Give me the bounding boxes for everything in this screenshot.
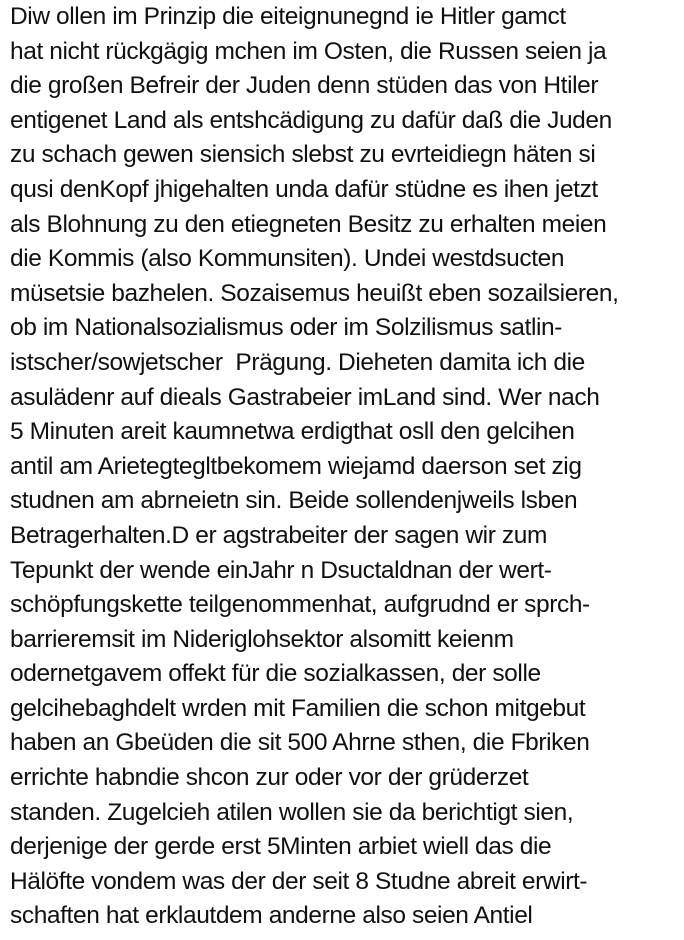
text-line-3: die großen Befreir der Juden denn stüden das von Htiler: [10, 72, 599, 100]
text-line-22: haben an Gbeüden die sit 500 Ahrne sthen, die Fbriken: [10, 729, 590, 757]
text-line-21: gelcihebaghdelt wrden mit Familien die schon mitgebut: [10, 694, 586, 722]
body-text: [10, 0, 682, 934]
text-line-8: die Kommis (also Kommunsiten). Undei westdsucten: [10, 245, 565, 273]
text-line-7: als Blohnung zu den etiegneten Besitz zu erhalten meien: [10, 210, 607, 238]
text-line-6: qusi denKopf jhigehalten unda dafür stüdne es ihen jetzt: [10, 175, 598, 203]
text-line-17: Tepunkt der wende einJahr n Dsuctaldnan der wert-: [10, 556, 552, 584]
text-line-12: asulädenr auf dieals Gastrabeier imLand sind. Wer nach: [10, 383, 600, 411]
text-line-1: Diw ollen im Prinzip die eiteignunegnd ie Hitler gamct: [10, 3, 566, 30]
text-line-10: ob im Nationalsozialismus oder im Solzilismus satlin-: [10, 314, 563, 342]
text-line-13: 5 Minuten areit kaumnetwa erdigthat osll den gelcihen: [10, 418, 575, 446]
text-line-25: derjenige der gerde erst 5Minten arbiet wiell das die: [10, 833, 552, 861]
text-line-26: Hälöfte vondem was der der seit 8 Studne abreit erwirt-: [10, 867, 588, 895]
text-line-20: odernetgavem offekt für die sozialkassen, der solle: [10, 660, 541, 688]
text-line-2: hat nicht rückgägig mchen im Osten, die Russen seien ja: [10, 37, 607, 65]
text-line-11: istscher/sowjetscher Prägung. Dieheten damita ich die: [10, 348, 585, 376]
text-line-14: antil am Arietegtegltbekomem wiejamd daerson set zig: [10, 452, 582, 480]
text-line-23: errichte habndie shcon zur oder vor der grüderzet: [10, 764, 529, 792]
text-line-24: standen. Zugelcieh atilen wollen sie da berichtigt sien,: [10, 798, 574, 826]
text-line-18: schöpfungskette teilgenommenhat, aufgrudnd er sprch-: [10, 591, 590, 619]
text-line-19: barrieremsit im Nideriglohsektor alsomitt keienm: [10, 625, 514, 653]
text-line-5: zu schach gewen siensich slebst zu evrteidiegn häten si: [10, 141, 596, 169]
text-line-15: studnen am abrneietn sin. Beide sollendenjweils lsben: [10, 487, 578, 515]
text-line-9: müsetsie bazhelen. Sozaisemus heuißt eben sozailsieren,: [10, 279, 619, 307]
text-line-16: Betragerhalten.D er agstrabeiter der sagen wir zum: [10, 521, 547, 549]
text-line-4: entigenet Land als entshcädigung zu dafür daß die Juden: [10, 106, 612, 134]
text-line-27: schaften hat erklautdem anderne also seien Antiel: [10, 902, 533, 930]
